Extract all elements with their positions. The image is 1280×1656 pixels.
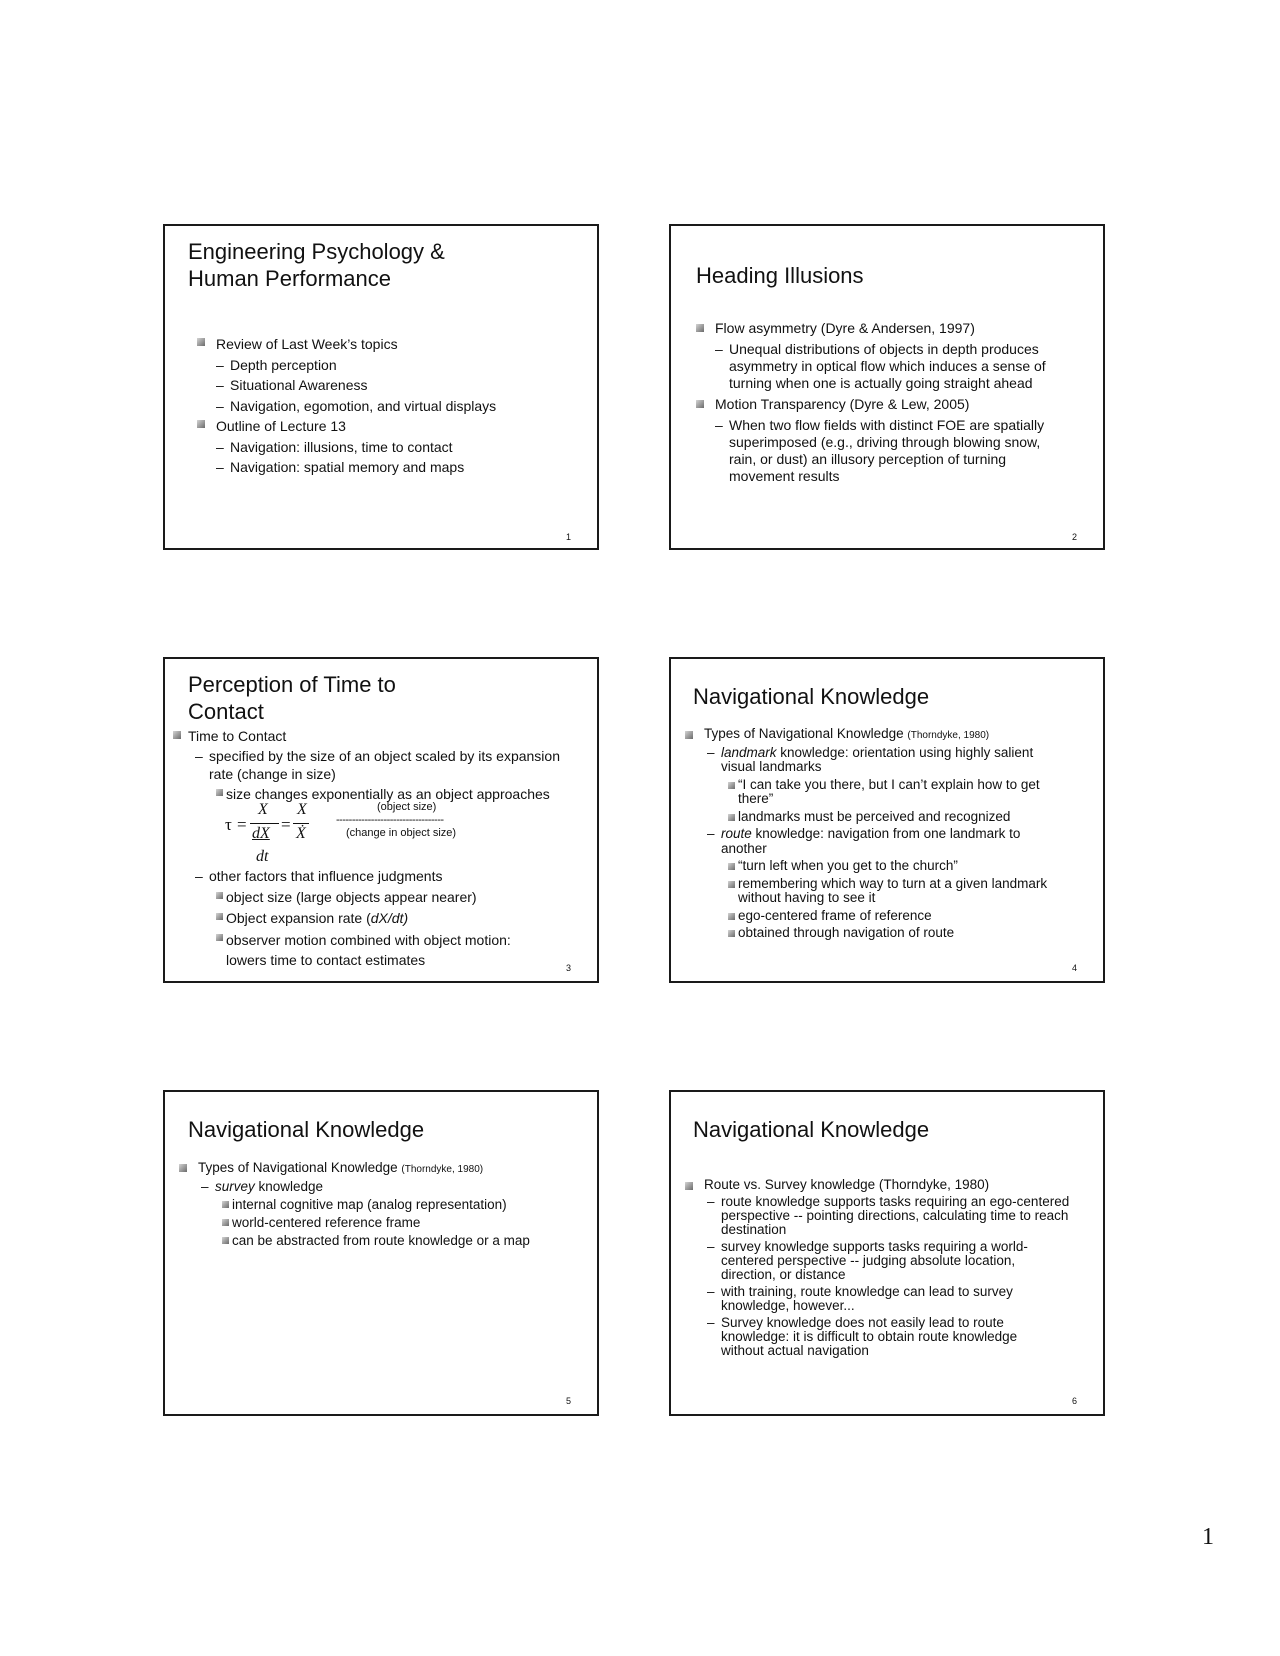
slide-number: 5	[565, 1396, 571, 1406]
formula-Xdot: Ẋ	[296, 825, 306, 842]
slide-body-lower	[195, 867, 585, 970]
slide-number: 6	[1071, 1396, 1077, 1406]
slide-4	[669, 657, 1105, 983]
sub-bullet-item: – Navigation, egomotion, and virtual displays	[216, 397, 497, 414]
sub-sub-bullet-item: ego-centered frame of reference	[728, 909, 1085, 924]
slide-5	[163, 1090, 599, 1416]
sub-sub-bullet-item: landmarks must be perceived and recognized	[728, 810, 1085, 825]
sub-sub-bullet-item: Object expansion rate (dX/dt)	[216, 909, 585, 927]
formula-tau: τ	[225, 815, 232, 834]
formula-X: X	[297, 801, 307, 818]
sub-bullet-item: – Unequal distributions of objects in depth produces asymmetry in optical flow which induces a sense of turning when one is actually going straight ahead	[715, 341, 1046, 391]
formula-equals-2: =	[281, 815, 291, 834]
sub-bullet-item: – Depth perception	[216, 356, 337, 373]
sub-bullet-item: – specified by the size of an object scaled by its expansion rate (change in size)	[195, 748, 560, 782]
bullet-item: Types of Navigational Knowledge (Thorndyke, 1980)	[685, 727, 1085, 744]
sub-sub-bullet-item: can be abstracted from route knowledge or a map	[222, 1233, 579, 1248]
note-dashes: ----------------------------------	[336, 814, 444, 826]
slide-2	[669, 224, 1105, 550]
sub-bullet-item: – survey knowledge	[201, 1179, 324, 1194]
sub-bullet-item: – When two flow fields with distinct FOE are spatially superimposed (e.g., driving through blowing snow, rain, or dust) an illusory perception of turning movement results	[715, 417, 1045, 484]
bullet-item: Review of Last Week’s topics	[197, 334, 587, 355]
slide-title: Navigational Knowledge	[693, 684, 930, 709]
slide-number: 2	[1071, 532, 1077, 542]
sub-bullet-item: – other factors that influence judgments	[195, 868, 443, 884]
formula-equals: =	[237, 815, 247, 834]
sub-bullet-item: – Navigation: spatial memory and maps	[216, 459, 465, 475]
slide-body	[696, 320, 1066, 485]
sub-sub-bullet-item: internal cognitive map (analog representation)	[222, 1197, 579, 1212]
time-to-contact-formula	[225, 801, 485, 869]
slide-body	[685, 727, 1085, 941]
sub-bullet-item: – landmark knowledge: orientation using highly salient visual landmarks	[707, 744, 1034, 774]
sub-sub-bullet-item: remembering which way to turn at a given landmark without having to see it	[728, 877, 1078, 906]
slide-6	[669, 1090, 1105, 1416]
slide-1	[163, 224, 599, 550]
slide-title: Navigational Knowledge	[188, 1117, 425, 1142]
sub-sub-bullet-item: “turn left when you get to the church”	[728, 859, 1085, 874]
slide-number: 3	[565, 963, 571, 973]
slide-number: 4	[1071, 963, 1077, 973]
sub-sub-bullet-item: obtained through navigation of route	[728, 926, 1085, 941]
slide-number: 1	[565, 532, 571, 542]
slide-body	[179, 1160, 579, 1248]
sub-bullet-item: – route knowledge: navigation from one landmark to another	[707, 826, 1021, 856]
slide-body	[197, 334, 587, 478]
bullet-item: Types of Navigational Knowledge (Thorndyke, 1980)	[179, 1160, 579, 1177]
sub-sub-bullet-item: size changes exponentially as an object approaches	[216, 785, 583, 803]
sub-sub-bullet-item: world-centered reference frame	[222, 1215, 579, 1230]
slide-title: Navigational Knowledge	[693, 1117, 930, 1142]
fraction-bar	[250, 823, 279, 824]
formula-numerator: X	[258, 801, 268, 818]
slide-title: Engineering Psychology & Human Performance	[188, 239, 445, 291]
formula-dt: dt	[256, 848, 269, 865]
slide-body	[685, 1178, 1085, 1358]
bullet-item: Route vs. Survey knowledge (Thorndyke, 1980)	[685, 1178, 1085, 1192]
note-object-size: (object size)	[377, 801, 437, 813]
bullet-item: Motion Transparency (Dyre & Lew, 2005)	[696, 396, 1066, 413]
fraction-bar	[293, 823, 309, 824]
sub-bullet-item: – with training, route knowledge can lead to survey knowledge, however...	[707, 1284, 1013, 1313]
sub-bullet-item: – route knowledge supports tasks requiring an ego-centered perspective -- pointing directions, calculating time to reach destination	[707, 1194, 1070, 1237]
bullet-item: Outline of Lecture 13	[197, 416, 587, 437]
slide-title: Perception of Time to Contact	[188, 672, 396, 724]
sub-sub-bullet-item: “I can take you there, but I can’t explain how to get there”	[728, 778, 1068, 807]
sub-bullet-item: – Survey knowledge does not easily lead to route knowledge: it is difficult to obtain route knowledge without actual navigation	[707, 1315, 1018, 1358]
sub-sub-bullet-item: object size (large objects appear nearer)	[216, 888, 585, 906]
bullet-item: Flow asymmetry (Dyre & Andersen, 1997)	[696, 320, 1066, 337]
bullet-item: Time to Contact	[173, 727, 583, 745]
slide-body	[173, 727, 583, 803]
slide-3	[163, 657, 599, 983]
slide-title: Heading Illusions	[696, 263, 864, 288]
note-change-size: (change in object size)	[346, 827, 457, 839]
sub-bullet-item: – Navigation: illusions, time to contact	[216, 438, 453, 455]
formula-dX: dX	[252, 825, 270, 842]
page-number: 1	[1202, 1524, 1214, 1550]
sub-bullet-item: – survey knowledge supports tasks requiring a world-centered perspective -- judging absolute location, direction, or distance	[707, 1239, 1028, 1282]
sub-bullet-item: – Situational Awareness	[216, 377, 368, 393]
sub-sub-bullet-item: observer motion combined with object motion: lowers time to contact estimates	[216, 930, 526, 970]
